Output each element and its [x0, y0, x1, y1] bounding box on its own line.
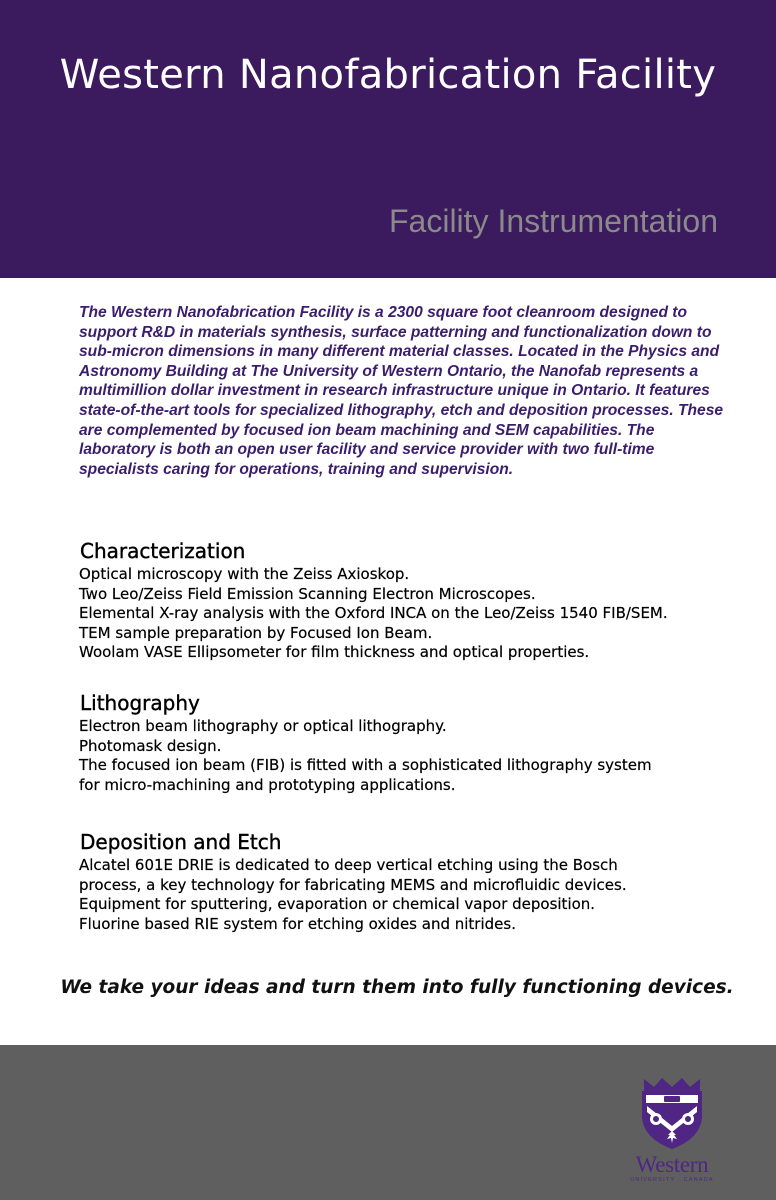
- section-line: Equipment for sputtering, evaporation or chemical vapor deposition.: [79, 895, 596, 913]
- western-university-logo: [620, 1073, 724, 1185]
- section-line: for micro-machining and prototyping applications.: [79, 775, 456, 794]
- section-line: Electron beam lithography or optical lithography.: [79, 717, 447, 735]
- section-line: The focused ion beam (FIB) is fitted with a sophisticated lithography system: [79, 756, 652, 774]
- section-heading: Characterization: [80, 539, 246, 563]
- section-line: Fluorine based RIE system for etching oxides and nitrides.: [79, 914, 516, 933]
- section-line: process, a key technology for fabricating MEMS and microfluidic devices.: [79, 875, 627, 894]
- section-line: Woolam VASE Ellipsometer for film thickness and optical properties.: [79, 643, 590, 661]
- header-banner: [0, 0, 776, 278]
- section-line: TEM sample preparation by Focused Ion Beam.: [79, 623, 433, 642]
- section-lithography: [79, 690, 749, 795]
- page-title: Western Nanofabrication Facility: [59, 52, 717, 98]
- section-heading: Deposition and Etch: [80, 830, 282, 854]
- western-university-crest-icon: [620, 1073, 724, 1153]
- section-deposition-and-etch: [79, 829, 749, 934]
- section-line: Photomask design.: [79, 736, 222, 755]
- intro-paragraph: The Western Nanofabrication Facility is a 2300 square foot cleanroom designed to support R&D in materials synthesis, surface patterning and functionalization down to sub-micron dimensions in many different material classes. Located in the Physics and Astronomy Building at The University of Western Ontario, the Nanofab represents a multimillion dollar investment in research infrastructure unique in Ontario. It features state-of-the-art tools for specialized lithography, etch and deposition processes. These are complemented by focused ion beam machining and SEM capabilities. The laboratory is both an open user facility and service provider with two full-time specialists caring for operations, training and supervision.: [79, 304, 724, 478]
- section-characterization: [79, 538, 749, 663]
- section-heading: Lithography: [80, 691, 200, 715]
- logo-subtext: UNIVERSITY · CANADA: [630, 1177, 714, 1183]
- page-subtitle: Facility Instrumentation: [388, 203, 718, 239]
- section-line: Elemental X-ray analysis with the Oxford INCA on the Leo/Zeiss 1540 FIB/SEM.: [79, 604, 668, 622]
- section-line: Alcatel 601E DRIE is dedicated to deep vertical etching using the Bosch: [79, 856, 618, 874]
- section-line: Optical microscopy with the Zeiss Axioskop.: [79, 565, 410, 583]
- section-line: Two Leo/Zeiss Field Emission Scanning Electron Microscopes.: [79, 584, 536, 603]
- logo-wordmark: Western: [635, 1152, 709, 1177]
- tagline: We take your ideas and turn them into fully functioning devices.: [60, 977, 734, 998]
